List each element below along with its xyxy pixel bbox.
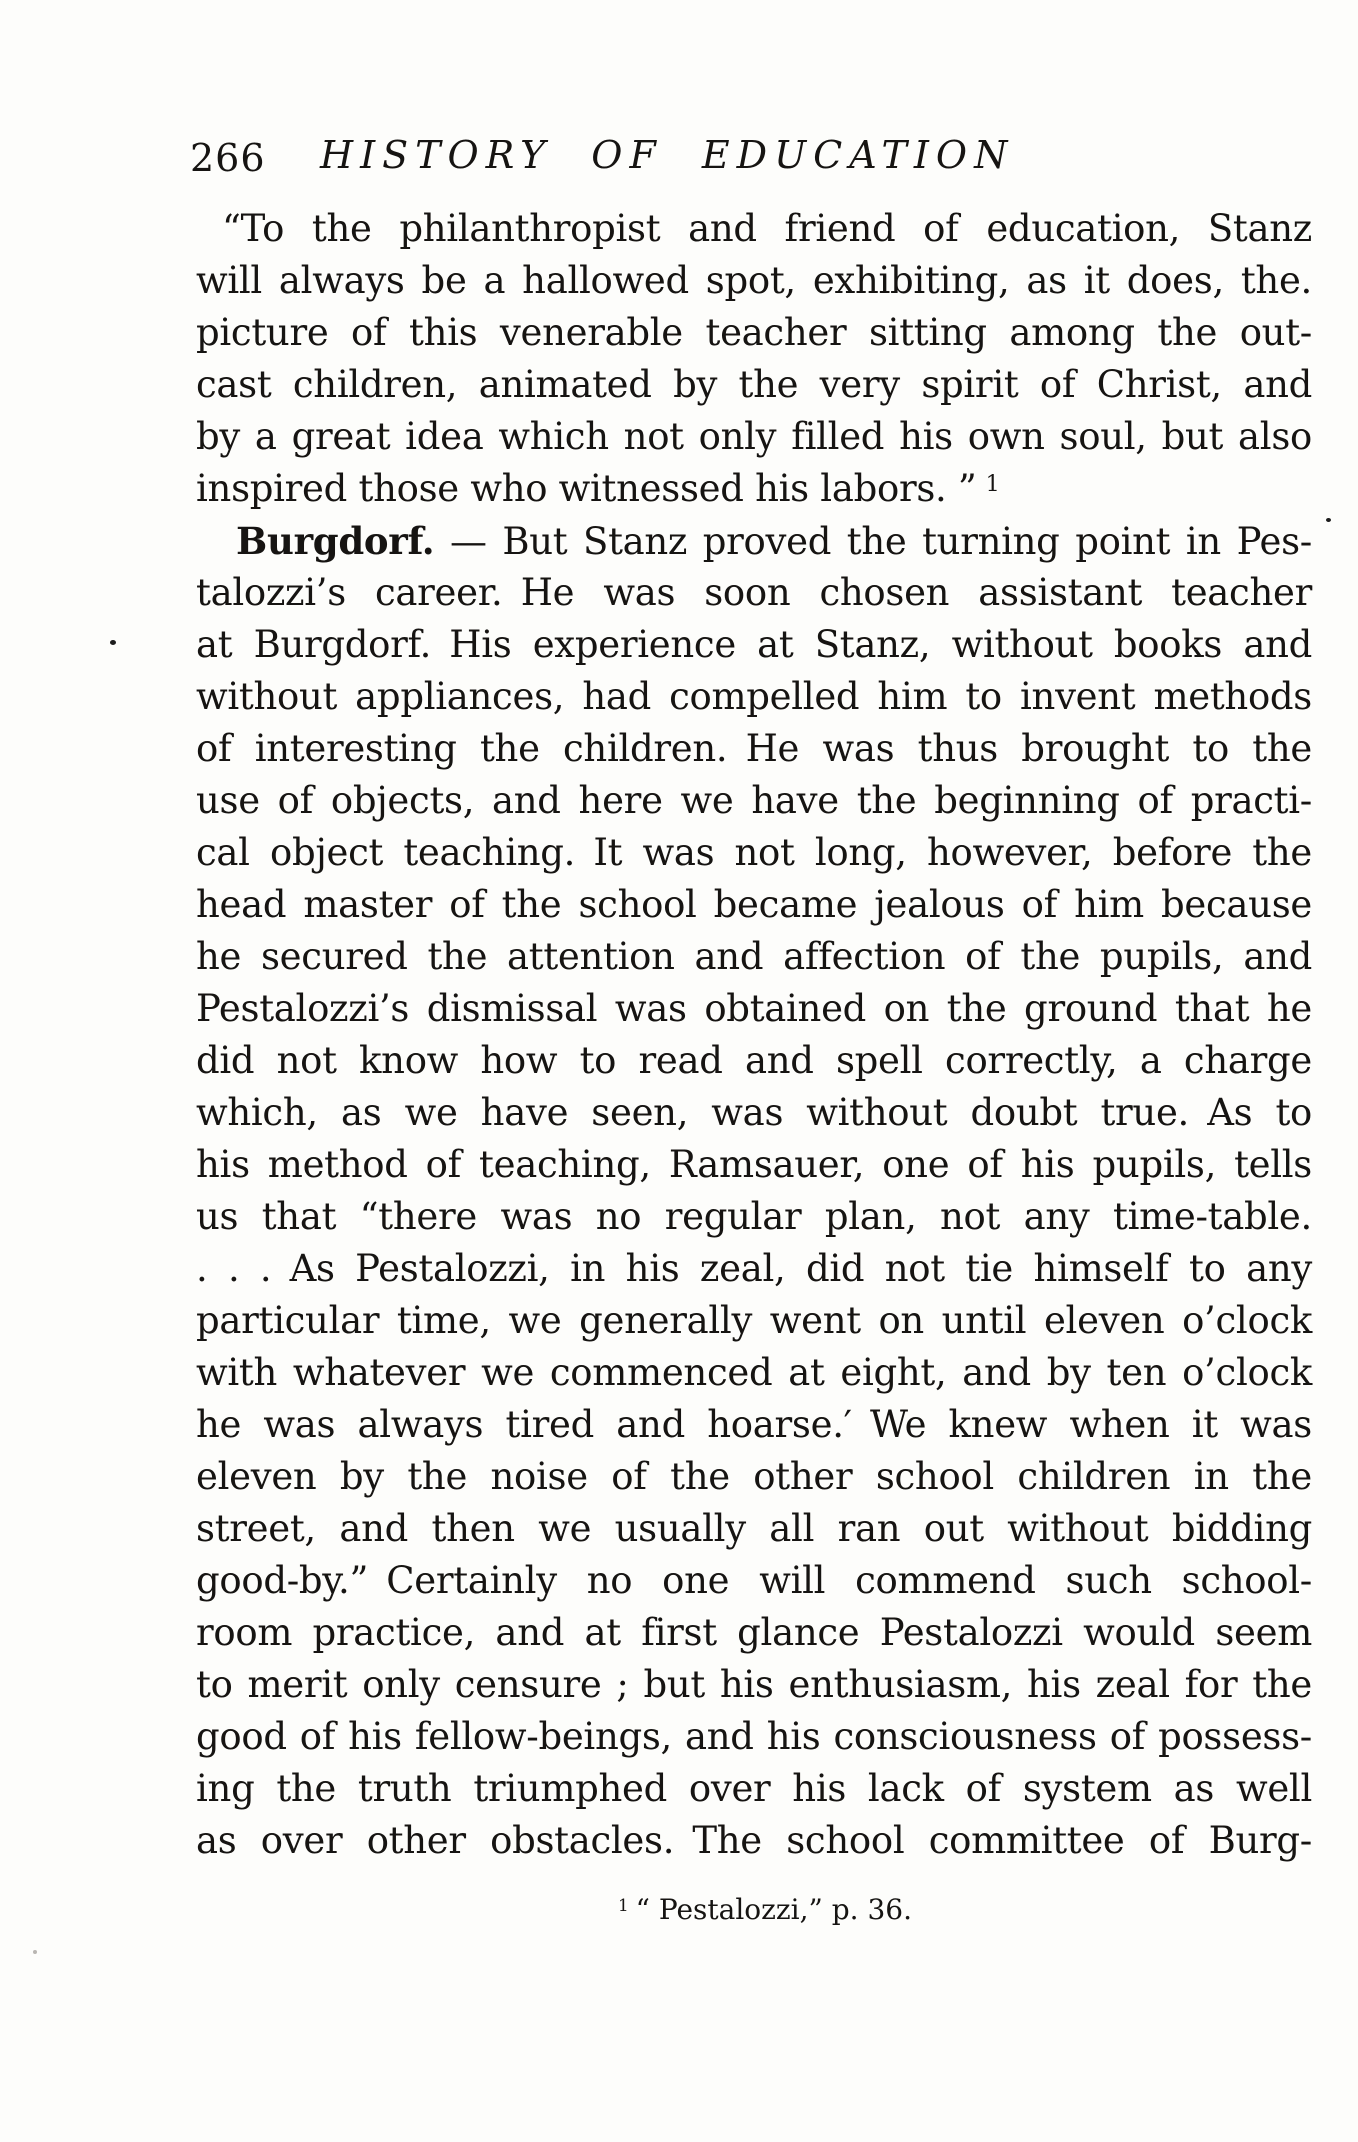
text-line: room practice, and at first glance Pestalozzi would seem [196, 1611, 1312, 1654]
text-line: cast children, animated by the very spirit of Christ, and [196, 363, 1312, 406]
text-line: talozzi’s career. He was soon chosen assistant teacher [196, 571, 1312, 614]
footnote [196, 1893, 1312, 1926]
text-line: he secured the attention and affection of the pupils, and [196, 935, 1312, 978]
running-header: HISTORY OF EDUCATION [320, 133, 1015, 177]
text-line: without appliances, had compelled him to invent methods [196, 675, 1312, 718]
text-line: to merit only censure ; but his enthusiasm, his zeal for the [196, 1663, 1312, 1706]
text-line: cal object teaching. It was not long, however, before the [196, 831, 1312, 874]
line-text: — But Stanz proved the turning point in Pes- [434, 520, 1312, 563]
text-line: . . . As Pestalozzi, in his zeal, did not tie himself to any [196, 1247, 1312, 1290]
text-line: “To the philanthropist and friend of education, Stanz [222, 207, 1312, 250]
text-line: Pestalozzi’s dismissal was obtained on the ground that he [196, 987, 1312, 1030]
text-line: particular time, we generally went on until eleven o’clock [196, 1299, 1312, 1342]
footnote-text: “ Pestalozzi,” p. 36. [635, 1893, 912, 1926]
run-in-heading: Burgdorf. [236, 519, 435, 563]
scan-artifact-dot [110, 640, 116, 645]
text-line: ing the truth triumphed over his lack of system as well [196, 1767, 1312, 1810]
text-line: street, and then we usually all ran out without bidding [196, 1507, 1312, 1550]
text-line: which, as we have seen, was without doubt true. As to [196, 1091, 1312, 1134]
page-number: 266 [190, 136, 266, 180]
text-line: of interesting the children. He was thus brought to the [196, 727, 1312, 770]
text-line: us that “there was no regular plan, not any time-table. [196, 1195, 1312, 1238]
footnote-reference: 1 [985, 471, 1000, 498]
text-line: eleven by the noise of the other school children in the [196, 1455, 1312, 1498]
text-line: did not know how to read and spell correctly, a charge [196, 1039, 1312, 1082]
text-line: as over other obstacles. The school committee of Burg- [196, 1819, 1312, 1862]
footnote-marker: 1 [617, 1895, 629, 1916]
text-line: will always be a hallowed spot, exhibiting, as it does, the. [196, 259, 1312, 302]
text-line: his method of teaching, Ramsauer, one of his pupils, tells [196, 1143, 1312, 1186]
text-line [196, 515, 1312, 567]
text-line: at Burgdorf. His experience at Stanz, without books and [196, 623, 1312, 666]
text-line: good of his fellow-beings, and his consciousness of possess- [196, 1715, 1312, 1758]
text-line: picture of this venerable teacher sitting among the out- [196, 311, 1312, 354]
text-line: he was always tired and hoarse.′ We knew when it was [196, 1403, 1312, 1446]
scan-artifact-dot [33, 1950, 37, 1954]
text-line: by a great idea which not only filled his own soul, but also [196, 415, 1312, 458]
text-line: with whatever we commenced at eight, and by ten o’clock [196, 1351, 1312, 1394]
text-line: good-by.” Certainly no one will commend such school- [196, 1559, 1312, 1602]
text-line: head master of the school became jealous of him because [196, 883, 1312, 926]
text-line: use of objects, and here we have the beginning of practi- [196, 779, 1312, 822]
text-line [196, 463, 1312, 515]
scan-artifact-dot [1326, 518, 1331, 522]
body-text [196, 203, 1312, 1867]
line-text: inspired those who witnessed his labors. ” [196, 467, 977, 510]
